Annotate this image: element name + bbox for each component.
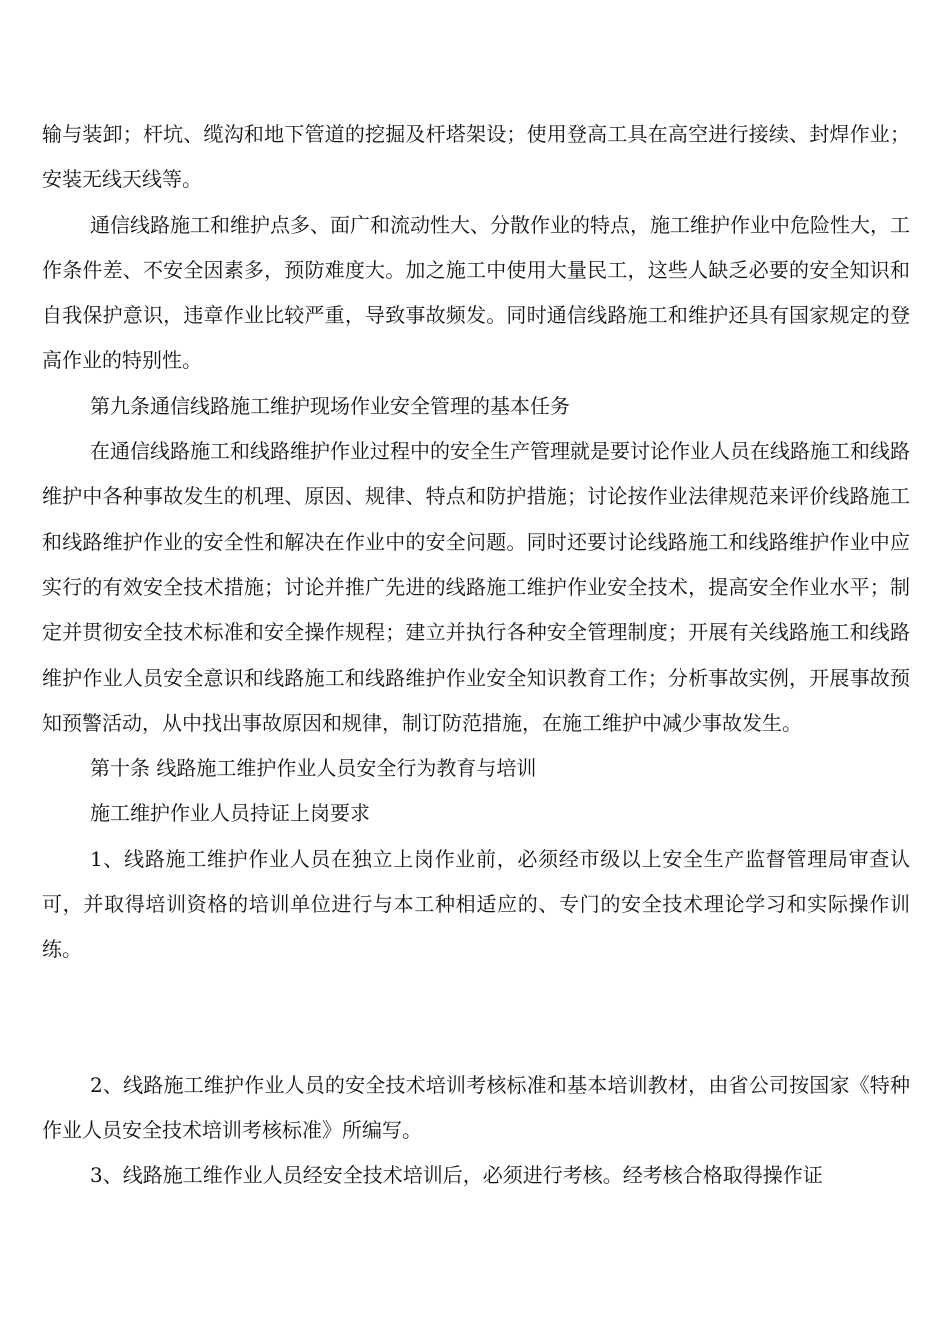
document-body <box>42 112 910 1199</box>
list-item-2: 2、线路施工维护作业人员的安全技术培训考核标准和基本培训教材，由省公司按国家《特种作业人员安全技术培训考核标准》所编写。 <box>42 1072 910 1142</box>
blank-gap <box>42 973 910 1063</box>
paragraph-basic-tasks: 在通信线路施工和线路维护作业过程中的安全生产管理就是要讨论作业人员在线路施工和线路维护中各种事故发生的机理、原因、规律、特点和防护措施；讨论按作业法律规范来评价线路施工和线路维护作业的安全性和解决在作业中的安全问题。同时还要讨论线路施工和线路维护作业中应实行的有效安全技术措施；讨论并推广先进的线路施工维护作业安全技术，提高安全作业水平；制定并贯彻安全技术标准和安全操作规程；建立并执行各种安全管理制度；开展有关线路施工和线路维护作业人员安全意识和线路施工和线路维护作业安全知识教育工作；分析事故实例，开展事故预知预警活动，从中找出事故原因和规律，制订防范措施，在施工维护中减少事故发生。 <box>42 439 910 735</box>
paragraph-continuation: 输与装卸；杆坑、缆沟和地下管道的挖掘及杆塔架设；使用登高工具在高空进行接续、封焊作业；安装无线天线等。 <box>42 122 910 192</box>
article-ten-heading: 第十条 线路施工维护作业人员安全行为教育与培训 <box>90 756 537 781</box>
list-item-1: 1、线路施工维护作业人员在独立上岗作业前，必须经市级以上安全生产监督管理局审查认可，并取得培训资格的培训单位进行与本工种相适应的、专门的安全技术理论学习和实际操作训练。 <box>42 846 910 962</box>
subheading-certification: 施工维护作业人员持证上岗要求 <box>90 801 370 826</box>
article-nine-heading: 第九条通信线路施工维护现场作业安全管理的基本任务 <box>90 393 570 418</box>
list-item-3: 3、线路施工维作业人员经安全技术培训后，必须进行考核。经考核合格取得操作证 <box>90 1163 823 1188</box>
paragraph-characteristics: 通信线路施工和维护点多、面广和流动性大、分散作业的特点，施工维护作业中危险性大，工作条件差、不安全因素多，预防难度大。加之施工中使用大量民工，这些人缺乏必要的安全知识和自我保护意识，违章作业比较严重，导致事故频发。同时通信线路施工和维护还具有国家规定的登高作业的特别性。 <box>42 212 910 373</box>
